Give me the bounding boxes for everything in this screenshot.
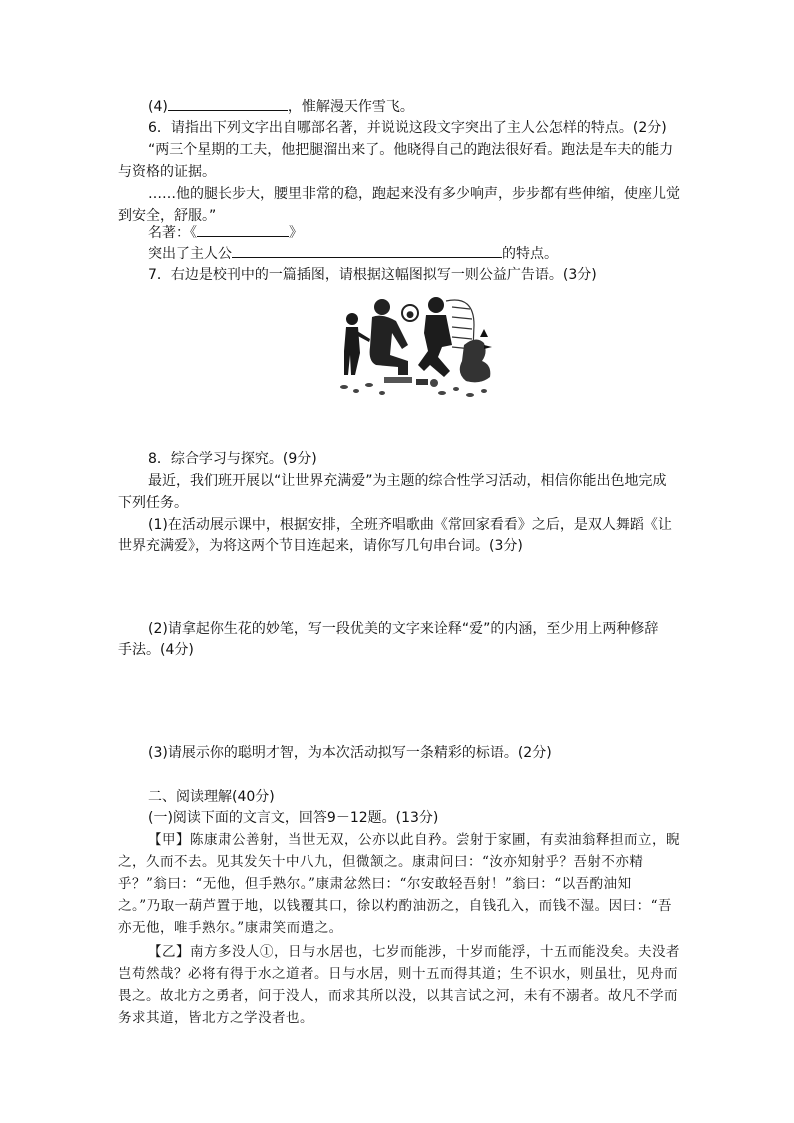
q8-sub1-line: 世界充满爱》，为将这两个节目连起来，请你写几句串台词。(3分) [118,538,523,554]
q8-prompt: 8．综合学习与探究。(9分) [148,451,317,467]
q6-passage-line: ……他的腿长步大，腰里非常的稳，跑起来没有多少响声，步步都有些伸缩，使座儿觉 [148,186,680,202]
q8-sub3-line: (3)请展示你的聪明才智，为本次活动拟写一条精彩的标语。(2分) [148,745,552,761]
passage-jia-line: 之，久而不去。见其发矢十中八九，但微颔之。康肃问曰：“汝亦知射乎？吾射不亦精 [118,854,644,870]
q8-intro-line: 下列任务。 [118,495,188,511]
q6-book-answer: 名著：《 》 [148,222,303,243]
passage-yi-line: 【乙】南方多没人①，日与水居也，七岁而能涉，十岁而能浮，十五而能没矣。夫没者 [148,944,680,960]
svg-text:●: ● [406,310,414,320]
illustration-elderly-and-family [324,285,496,405]
q8-sub2-line: 手法。(4分) [118,642,194,658]
poem-line: ，惟解漫天作雪飞。 [287,99,414,115]
q6-passage-line: 与资格的证据。 [118,164,216,180]
q6-trait-answer: 突出了主人公 的特点。 [148,243,558,264]
answer-blank[interactable] [168,96,288,111]
passage-jia-line: 亦无他，唯手熟尔。”康肃笑而遣之。 [118,920,343,936]
q7-prompt: 7．右边是校刊中的一篇插图，请根据这幅图拟写一则公益广告语。(3分) [148,267,597,283]
passage-jia-line: 【甲】陈康肃公善射，当世无双，公亦以此自矜。尝射于家圃，有卖油翁释担而立，睨 [148,832,680,848]
q5-item-4 [148,96,414,117]
passage-jia-line: 乎？”翁曰：“无他，但手熟尔。”康肃忿然曰：“尔安敢轻吾射！”翁曰：“以吾酌油知 [118,876,632,892]
subsection-title: (一)阅读下面的文言文，回答9－12题。(13分) [148,810,439,826]
q8-sub1-line: (1)在活动展示课中，根据安排，全班齐唱歌曲《常回家看看》之后，是双人舞蹈《让 [148,517,672,533]
passage-yi-line: 畏之。故北方之勇者，问于没人，而求其所以没，以其言试之河，未有不溺者。故凡不学而 [118,988,678,1004]
item-number: (4) [148,99,168,115]
q6-passage-line: 到安全，舒服。” [118,208,217,224]
q6-prompt: 6．请指出下列文字出自哪部名著，并说说这段文字突出了主人公怎样的特点。(2分) [148,120,667,136]
trait-answer-blank[interactable] [232,243,502,258]
section-title: 二、阅读理解(40分) [148,789,275,805]
book-answer-blank[interactable] [197,222,289,237]
q8-intro-line: 最近，我们班开展以“让世界充满爱”为主题的综合性学习活动，相信你能出色地完成 [148,473,667,489]
passage-jia-line: 之。”乃取一葫芦置于地，以钱覆其口，徐以杓酌油沥之，自钱孔入，而钱不湿。因曰：“吾 [118,898,673,914]
passage-yi-line: 务求其道，皆北方之学没者也。 [118,1010,314,1026]
q8-sub2-line: (2)请拿起你生花的妙笔，写一段优美的文字来诠释“爱”的内涵，至少用上两种修辞 [148,621,659,637]
passage-yi-line: 岂苟然哉？必将有得于水之道者。日与水居，则十五而得其道；生不识水，则虽壮，见舟而 [118,966,678,982]
q6-passage-line: “两三个星期的工夫，他把腿溜出来了。他晓得自己的跑法很好看。跑法是车夫的能力 [148,142,674,158]
